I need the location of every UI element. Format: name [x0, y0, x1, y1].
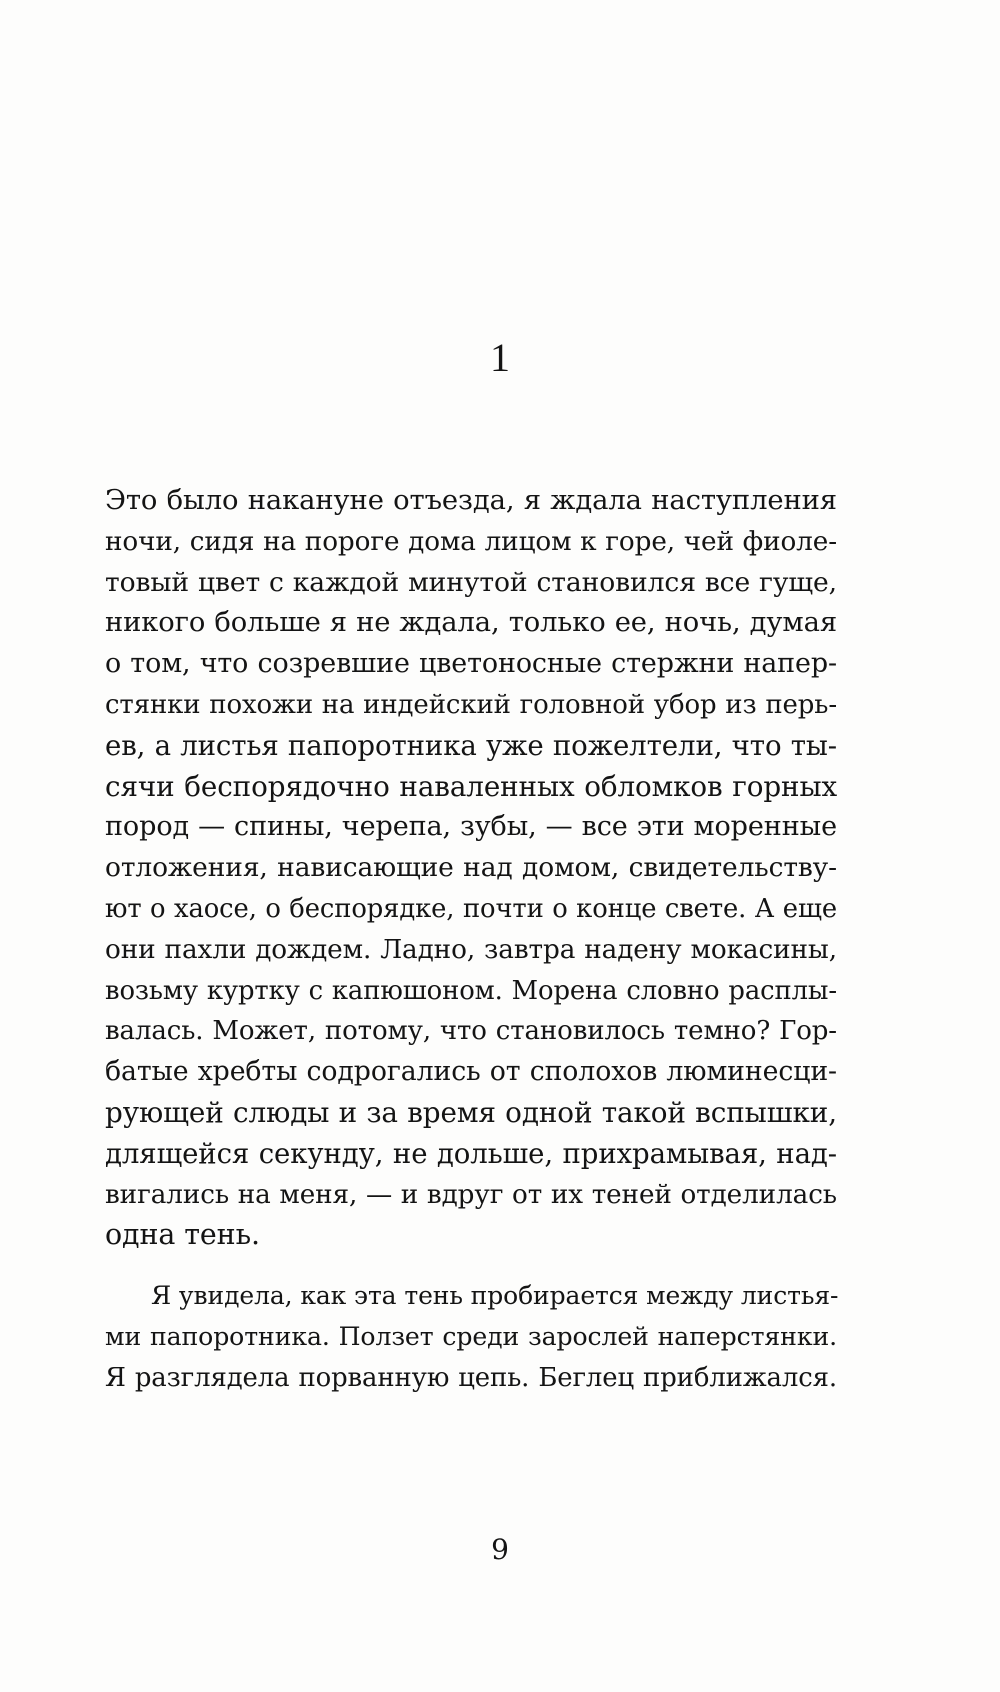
text-line: Я разглядела порванную цепь. Беглец приближался.: [105, 1362, 837, 1393]
text-line: ев, а листья папоротника уже пожелтели, что ты-: [105, 728, 837, 762]
paragraph-1: [105, 481, 837, 1256]
text-line: стянки похожи на индейский головной убор из перь-: [105, 689, 837, 720]
paragraph-2: [105, 1276, 837, 1398]
text-line: рующей слюды и за время одной такой вспышки,: [105, 1095, 837, 1129]
text-line: сячи беспорядочно наваленных обломков горных: [105, 769, 837, 803]
text-line: валась. Может, потому, что становилось темно? Гор-: [105, 1016, 837, 1047]
text-line: возьму куртку с капюшоном. Морена словно расплы-: [105, 975, 837, 1006]
text-line: отложения, нависающие над домом, свидетельству-: [105, 852, 837, 884]
text-line: они пахли дождем. Ладно, завтра надену мокасины,: [105, 934, 837, 965]
text-line: длящейся секунду, не дольше, прихрамывая, над-: [105, 1136, 837, 1170]
text-line: батые хребты содрогались от сполохов люминесци-: [105, 1056, 837, 1088]
text-line: ночи, сидя на пороге дома лицом к горе, чей фиоле-: [105, 526, 837, 557]
text-line: ют о хаосе, о беспорядке, почти о конце свете. А еще: [105, 893, 837, 924]
text-line: Это было накануне отъезда, я ждала наступления: [105, 485, 837, 516]
page-number: 9: [491, 1533, 509, 1566]
text-line: ми папоротника. Ползет среди зарослей наперстянки.: [105, 1321, 837, 1351]
text-line: вигались на меня, — и вдруг от их теней отделилась: [105, 1179, 837, 1210]
text-line: пород — спины, черепа, зубы, — все эти моренные: [105, 811, 837, 843]
text-line: одна тень.: [105, 1218, 260, 1252]
text-line: о том, что созревшие цветоносные стержни напер-: [105, 648, 837, 680]
text-line: никого больше я не ждала, только ее, ночь, думая: [105, 607, 837, 639]
text-line: Я увидела, как эта тень пробирается между листья-: [151, 1281, 839, 1310]
chapter-number: 1: [490, 335, 510, 380]
text-line: товый цвет с каждой минутой становился все гуще,: [105, 566, 837, 598]
